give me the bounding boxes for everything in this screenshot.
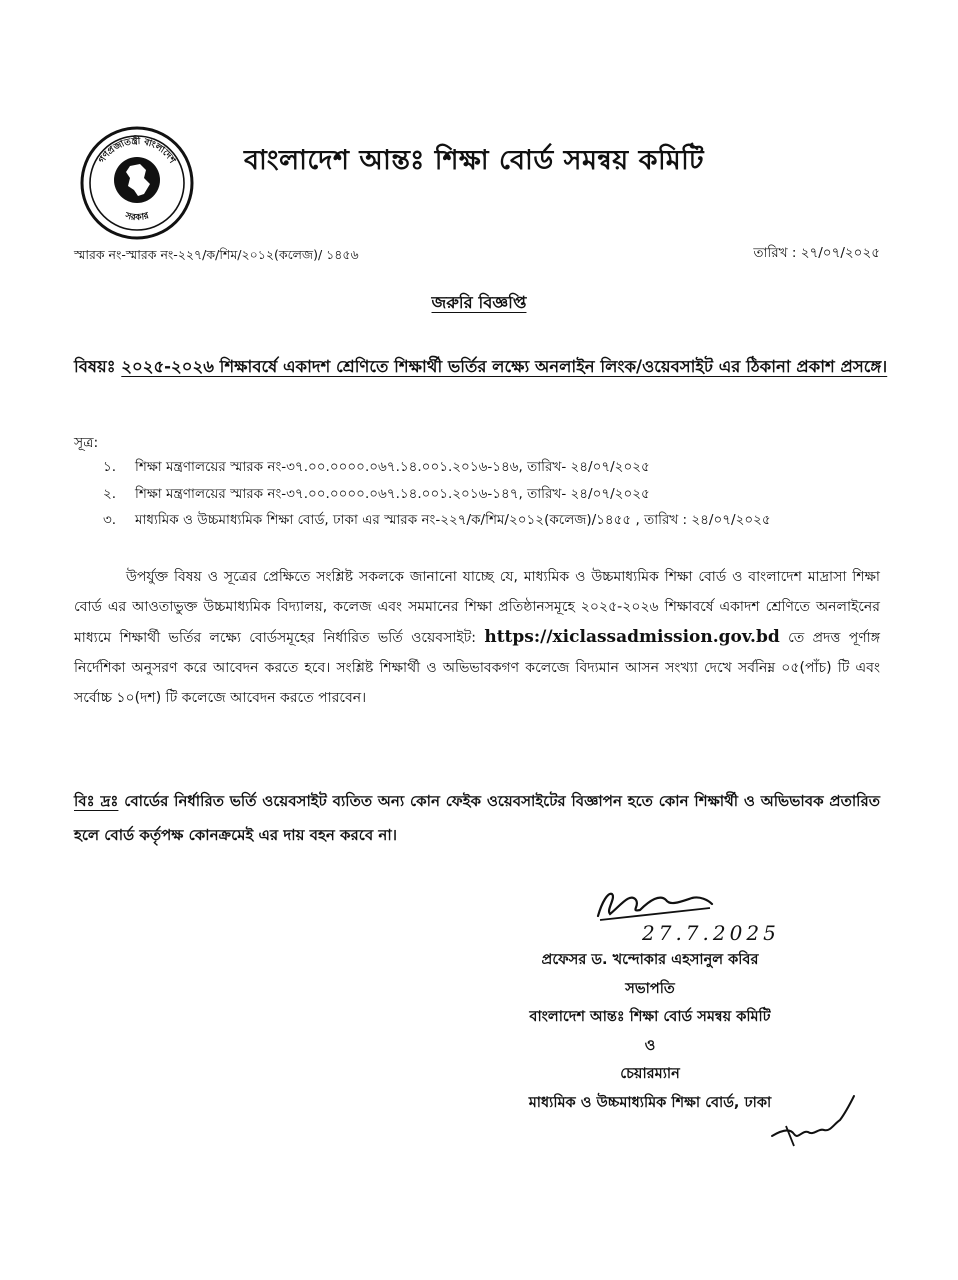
warning-note bbox=[74, 784, 880, 852]
signatory-committee: বাংলাদেশ আন্তঃ শিক্ষা বোর্ড সমন্বয় কমিটি bbox=[529, 1009, 771, 1025]
reference-item bbox=[103, 507, 893, 534]
reference-number: ৩. bbox=[103, 512, 117, 528]
initials-signature bbox=[764, 1090, 860, 1154]
subject-line bbox=[74, 352, 888, 382]
memo-reference: স্মারক নং-স্মারক নং-২২৭/ক/শিম/২০১২(কলেজ)/ ১৪৫৬ bbox=[74, 247, 359, 262]
seal-bottom-text: সরকার bbox=[123, 211, 151, 224]
signatory-board: মাধ্যমিক ও উচ্চমাধ্যমিক শিক্ষা বোর্ড, ঢাকা bbox=[528, 1094, 772, 1111]
body-text-part2: তে প্রদত্ত পূর্ণাঙ্গ নির্দেশিকা অনুসরণ করে আবেদন করতে হবে। সংশ্লিষ্ট শিক্ষার্থী ও অভিভাবকগণ কলেজে বিদ্যমান আসন সংখ্যা দেখে সর্বনিম্ন ০৫(পাঁচ) টি এবং সর্বোচ্চ ১০(দশ) টি কলেজে আবেদন করতে পারবেন। bbox=[74, 630, 881, 706]
signatory-name: প্রফেসর ড. খন্দোকার এহসানুল কবির bbox=[541, 952, 759, 968]
subject-label: বিষয়ঃ bbox=[74, 357, 116, 376]
subject-text: ২০২৫-২০২৬ শিক্ষাবর্ষে একাদশ শ্রেণিতে শিক্ষার্থী ভর্তির লক্ষ্যে অনলাইন লিংক/ওয়েবসাইট এর ঠিকানা প্রকাশ প্রসঙ্গে। bbox=[121, 357, 888, 376]
body-text-part1: উপর্যুক্ত বিষয় ও সূত্রের প্রেক্ষিতে সংশ্লিষ্ট সকলকে জানানো যাচ্ছে যে, মাধ্যমিক ও উচ্চমাধ্যমিক শিক্ষা বোর্ড ও বাংলাদেশ মাদ্রাসা শিক্ষা বোর্ড এর আওতাভুক্ত উচ্চমাধ্যমিক বিদ্যালয়, কলেজ এবং সমমানের শিক্ষা প্রতিষ্ঠানসমূহে ২০২৫-২০২৬ শিক্ষাবর্ষে একাদশ শ্রেণিতে অনলাইনের মাধ্যমে শিক্ষার্থী ভর্তির লক্ষ্যে বোর্ডসমূহের নির্ধারিত ভর্তি ওয়েবসাইট: bbox=[74, 569, 880, 646]
committee-title: বাংলাদেশ আন্তঃ শিক্ষা বোর্ড সমন্বয় কমিটি bbox=[244, 145, 705, 176]
references-list bbox=[103, 454, 893, 534]
handwritten-date: 27.7.2025 bbox=[642, 921, 780, 945]
reference-item bbox=[103, 454, 893, 481]
reference-text: শিক্ষা মন্ত্রণালয়ের স্মারক নং-৩৭.০০.০০০০.০৬৭.১৪.০০১.২০১৬-১৪৬, তারিখ- ২৪/০৭/২০২৫ bbox=[135, 459, 650, 475]
warning-label: বিঃ দ্রঃ bbox=[74, 792, 119, 810]
reference-number: ১. bbox=[103, 459, 117, 475]
reference-text: শিক্ষা মন্ত্রণালয়ের স্মারক নং-৩৭.০০.০০০০.০৬৭.১৪.০০১.২০১৬-১৪৭, তারিখ- ২৪/০৭/২০২৫ bbox=[135, 485, 650, 502]
signatory-role2: চেয়ারম্যান bbox=[620, 1066, 680, 1082]
warning-text: বোর্ডের নির্ধারিত ভর্তি ওয়েবসাইট ব্যতিত অন্য কোন ফেইক ওয়েবসাইটের বিজ্ঞাপন হতে কোন শিক্ষার্থী ও অভিভাবক প্রতারিত হলে বোর্ড কর্তৃপক্ষ কোনক্রমেই এর দায় বহন করবে না। bbox=[74, 792, 880, 844]
reference-item bbox=[103, 481, 893, 508]
government-seal-icon bbox=[80, 126, 194, 240]
signatory-conjunction: ও bbox=[644, 1037, 656, 1054]
body-paragraph bbox=[74, 562, 880, 713]
admission-website-link[interactable]: https://xiclassadmission.gov.bd bbox=[484, 627, 780, 647]
seal-top-text: গণপ্রজাতন্ত্রী বাংলাদেশ bbox=[97, 136, 177, 166]
references-label: সূত্র: bbox=[74, 435, 99, 451]
reference-number: ২. bbox=[103, 485, 117, 502]
reference-text: মাধ্যমিক ও উচ্চমাধ্যমিক শিক্ষা বোর্ড, ঢাকা এর স্মারক নং-২২৭/ক/শিম/২০১২(কলেজ)/১৪৫৫ , তারিখ : ২৪/০৭/২০২৫ bbox=[135, 512, 771, 528]
notice-heading-text: জরুরি বিজ্ঞপ্তি bbox=[431, 293, 527, 312]
signatory-role: সভাপতি bbox=[625, 980, 675, 997]
notice-heading bbox=[0, 290, 958, 317]
memo-date: তারিখ : ২৭/০৭/২০২৫ bbox=[753, 245, 880, 261]
